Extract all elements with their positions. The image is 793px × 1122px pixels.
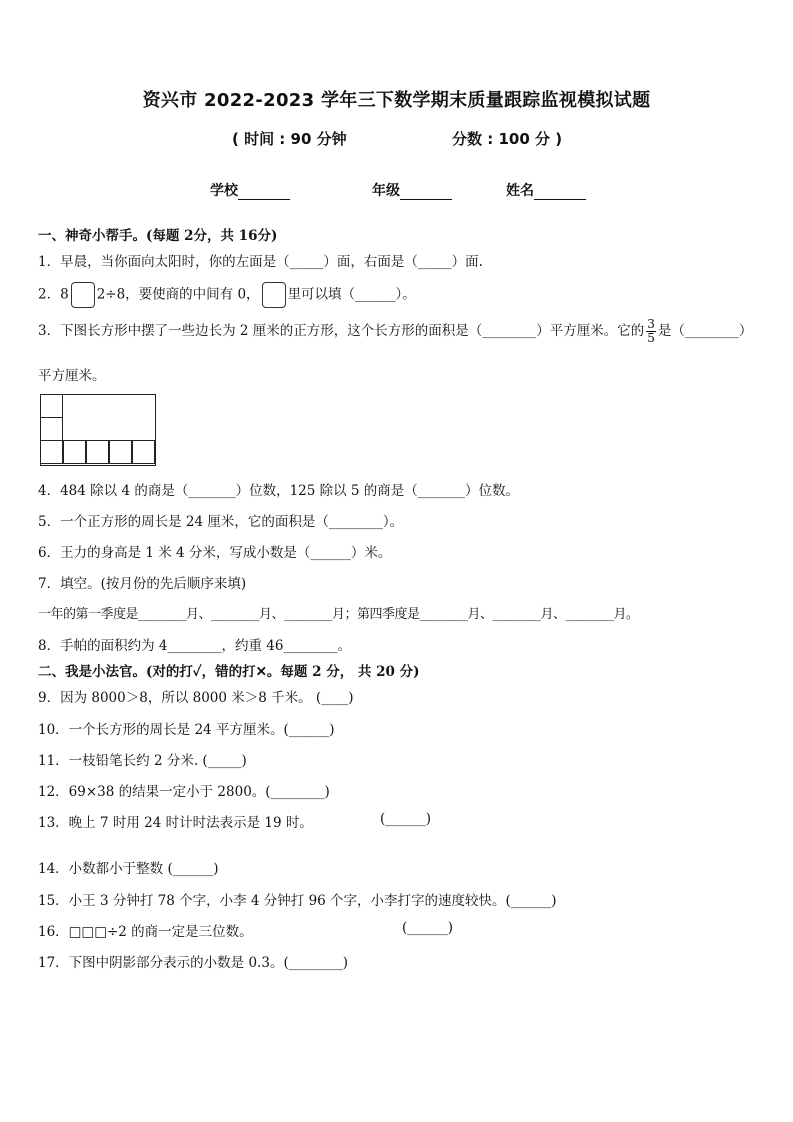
grade-blank[interactable] [400, 185, 452, 200]
question-14: 14．小数都小于整数 (______) [38, 861, 219, 877]
fraction [646, 318, 656, 345]
question-3 [38, 318, 752, 345]
question-2 [38, 282, 416, 308]
square-cell [86, 440, 109, 464]
school-blank[interactable] [238, 185, 290, 200]
square-cell [132, 440, 155, 464]
question-16: 16．□□□÷2 的商一定是三位数。 [38, 924, 253, 940]
question-13-blank: (______) [380, 811, 432, 827]
section-1-heading: 一、神奇小帮手。(每题 2分，共 16分) [38, 228, 278, 244]
digit-box[interactable] [71, 282, 95, 308]
grade-label: 年级 [372, 183, 400, 199]
question-13: 13．晚上 7 时用 24 时计时法表示是 19 时。 [38, 815, 313, 831]
square-cell [40, 394, 63, 418]
section-2-heading: 二、我是小法官。(对的打✓，错的打✕。每题 2 分， 共 20 分) [38, 664, 420, 680]
question-15: 15．小王 3 分钟打 78 个字，小李 4 分钟打 96 个字，小李打字的速度较快。(______) [38, 893, 557, 909]
exam-time: ( 时间 : 90 分钟 [232, 130, 347, 148]
question-16-blank: (______) [402, 920, 454, 936]
question-10: 10．一个长方形的周长是 24 平方厘米。(______) [38, 722, 335, 738]
school-label: 学校 [210, 183, 238, 199]
question-3-part-b: 是（________） [657, 323, 753, 339]
question-2-part-c: 里可以填（______）。 [287, 286, 416, 303]
question-17: 17．下图中阴影部分表示的小数是 0.3。(________) [38, 955, 348, 971]
question-9: 9．因为 8000＞8，所以 8000 米＞8 千米。 (____) [38, 690, 354, 706]
question-8: 8．手帕的面积约为 4________，约重 46________。 [38, 638, 351, 654]
question-1: 1．早晨，当你面向太阳时，你的左面是（_____）面，右面是（_____）面. [38, 254, 483, 270]
question-4: 4．484 除以 4 的商是（_______）位数，125 除以 5 的商是（_______）位数。 [38, 483, 520, 499]
rectangle-figure [40, 394, 156, 466]
question-5: 5．一个正方形的周长是 24 厘米，它的面积是（________）。 [38, 514, 404, 530]
question-6: 6．王力的身高是 1 米 4 分米，写成小数是（______）米。 [38, 545, 392, 561]
square-cell [63, 440, 86, 464]
exam-score: 分数 : 100 分 ) [452, 130, 563, 148]
fraction-denominator: 5 [647, 331, 655, 345]
square-cell [40, 417, 63, 441]
square-cell [109, 440, 132, 464]
question-11: 11．一枝铅笔长约 2 分米. (_____) [38, 753, 247, 769]
grade-field [372, 180, 452, 200]
question-3-part-a: 3．下图长方形中摆了一些边长为 2 厘米的正方形，这个长方形的面积是（________）平方厘米。它的 [38, 323, 645, 339]
name-label: 姓名 [506, 183, 534, 199]
school-field [210, 180, 290, 200]
question-7: 7．填空。(按月份的先后顺序来填) [38, 576, 247, 592]
question-7-blanks: 一年的第一季度是________月、________月、________月；第四季度是________月、________月、________月。 [38, 607, 639, 622]
name-blank[interactable] [534, 185, 586, 200]
question-12: 12．69×38 的结果一定小于 2800。(________) [38, 784, 330, 800]
square-cell [40, 440, 63, 464]
name-field [506, 180, 586, 200]
fraction-numerator: 3 [647, 317, 655, 331]
digit-box[interactable] [262, 282, 286, 308]
question-3-continued: 平方厘米。 [38, 368, 106, 384]
question-2-part-b: 2÷8，要使商的中间有 0， [96, 286, 260, 303]
page-title: 资兴市 2022-2023 学年三下数学期末质量跟踪监视模拟试题 [142, 90, 651, 111]
question-2-part-a: 2．8 [38, 286, 69, 303]
